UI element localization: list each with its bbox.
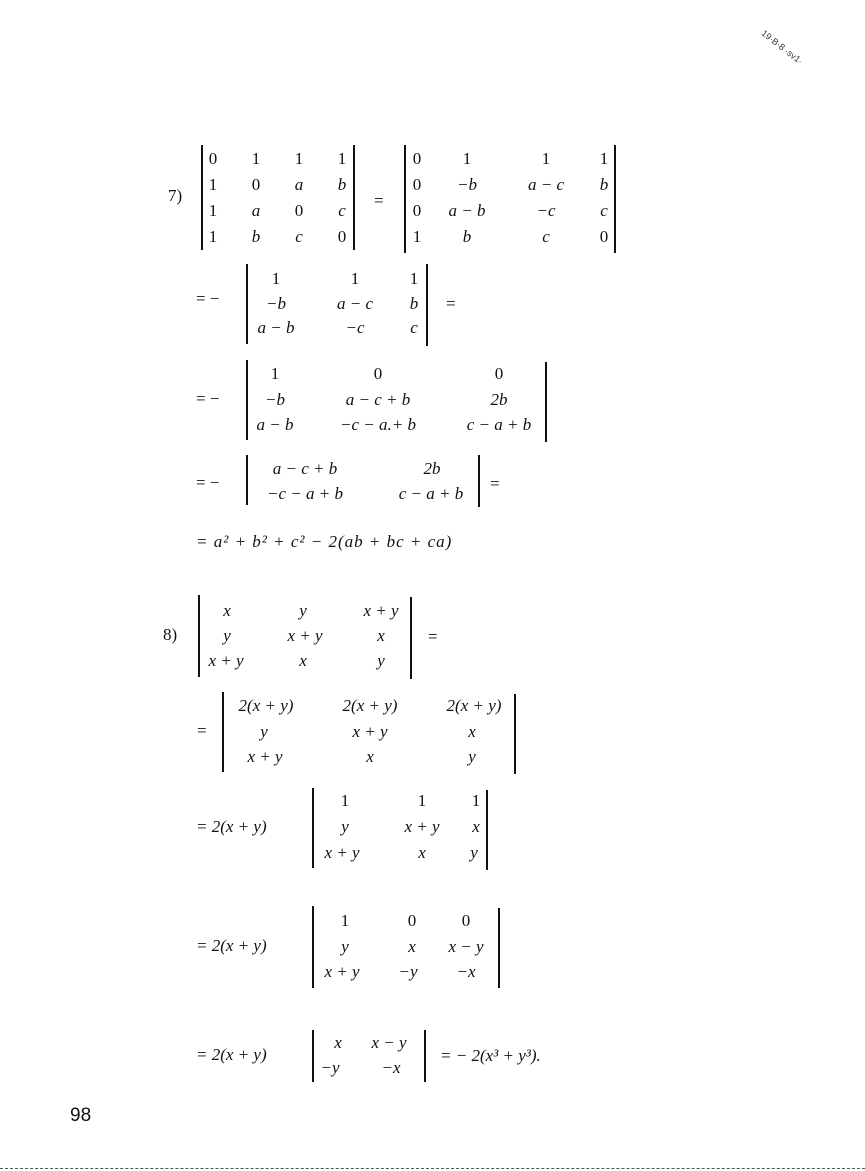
cell: 0 (412, 149, 422, 168)
cell: y (377, 651, 385, 670)
cell: x (223, 601, 231, 620)
cell: 1 (294, 149, 304, 168)
cell: a − c (527, 175, 565, 194)
cell: x − y (448, 937, 484, 956)
cell: a − c + b (272, 459, 338, 478)
cell: 0 (337, 227, 347, 246)
cell: y (341, 937, 349, 956)
cell: x + y (363, 601, 399, 620)
cell: 0 (412, 175, 422, 194)
det-bar-left (404, 145, 406, 253)
cell: −c (345, 318, 365, 337)
det-bar-left (198, 595, 200, 677)
cell: y (260, 722, 268, 741)
line-prefix: = − (196, 289, 220, 308)
line-suffix: = (446, 294, 456, 313)
cell: 1 (271, 269, 281, 288)
cell: −b (266, 294, 286, 313)
library-stamp: 19·B·8 ·sv1· (759, 27, 805, 67)
cell: x (408, 937, 416, 956)
cell: a − c (336, 294, 374, 313)
det-bar-right (614, 145, 616, 253)
cell: x (468, 722, 476, 741)
det-bar-left (312, 1030, 314, 1082)
cell: c (542, 227, 550, 246)
line-prefix: = 2(x + y) (196, 817, 267, 836)
cell: y (299, 601, 307, 620)
det-bar-right (514, 694, 516, 774)
cell: 2(x + y) (446, 696, 502, 715)
problem-8-label: 8) (163, 625, 178, 644)
cell: a − b (448, 201, 486, 220)
cell: x (418, 843, 426, 862)
cell: 0 (407, 911, 417, 930)
cell: 1 (599, 149, 609, 168)
cell: x + y (247, 747, 283, 766)
cell: 0 (294, 201, 304, 220)
cell: a − b (256, 415, 294, 434)
cell: 2(x + y) (342, 696, 398, 715)
cell: 1 (208, 201, 218, 220)
cell: −x (456, 962, 476, 981)
cell: 1 (337, 149, 347, 168)
cell: c (295, 227, 303, 246)
cell: b (337, 175, 347, 194)
cell: 0 (494, 364, 504, 383)
det-bar-left (312, 788, 314, 868)
cell: y (223, 626, 231, 645)
cell: c (338, 201, 346, 220)
cell: b (409, 294, 419, 313)
p7-result: = a² + b² + c² − 2(ab + bc + ca) (196, 532, 453, 551)
cell: −c − a + b (267, 484, 343, 503)
cell: −c (536, 201, 556, 220)
cell: x + y (287, 626, 323, 645)
line-suffix: = (428, 627, 438, 646)
cell: a − c + b (345, 390, 411, 409)
cell: x + y (324, 843, 360, 862)
cell: x (334, 1033, 342, 1052)
cell: x + y (208, 651, 244, 670)
cell: 1 (270, 364, 280, 383)
cell: 1 (409, 269, 419, 288)
cell: −y (398, 962, 418, 981)
cell: a (294, 175, 304, 194)
cell: 2(x + y) (238, 696, 294, 715)
cell: 0 (461, 911, 471, 930)
cell: x − y (371, 1033, 407, 1052)
det-bar-right (426, 264, 428, 346)
line-prefix: = 2(x + y) (196, 1045, 267, 1064)
cell: 1 (541, 149, 551, 168)
det-bar-right (353, 145, 355, 250)
line-prefix: = − (196, 389, 220, 408)
cell: c − a + b (398, 484, 464, 503)
cell: 1 (251, 149, 261, 168)
cell: x (472, 817, 480, 836)
cell: x + y (404, 817, 440, 836)
cell: 1 (208, 175, 218, 194)
cell: y (468, 747, 476, 766)
line-prefix: = (197, 721, 207, 740)
cell: x (366, 747, 374, 766)
det-bar-right (424, 1030, 426, 1082)
cell: 1 (471, 791, 481, 810)
det-bar-right (545, 362, 547, 442)
cell: x (377, 626, 385, 645)
cell: 1 (462, 149, 472, 168)
cell: 1 (417, 791, 427, 810)
cell: 1 (350, 269, 360, 288)
p8-result: = − 2(x³ + y³). (440, 1046, 541, 1065)
cell: −b (457, 175, 477, 194)
det-bar-left (201, 145, 203, 250)
det-bar-left (246, 360, 248, 440)
cell: x (299, 651, 307, 670)
det-bar-left (246, 455, 248, 505)
cell: c − a + b (466, 415, 532, 434)
equals-sign: = (374, 191, 384, 210)
cell: c (410, 318, 418, 337)
det-bar-right (486, 790, 488, 870)
cell: b (251, 227, 261, 246)
cell: 1 (208, 227, 218, 246)
cell: −b (265, 390, 285, 409)
cell: 0 (599, 227, 609, 246)
cell: c (600, 201, 608, 220)
cell: 0 (412, 201, 422, 220)
cell: b (599, 175, 609, 194)
page-number: 98 (70, 1105, 92, 1126)
det-bar-right (478, 455, 480, 507)
cell: a (251, 201, 261, 220)
det-bar-right (498, 908, 500, 988)
line-prefix: = − (196, 473, 220, 492)
cell: b (462, 227, 472, 246)
det-bar-left (312, 906, 314, 988)
cell: 0 (208, 149, 218, 168)
cell: x + y (324, 962, 360, 981)
cell: 1 (340, 911, 350, 930)
cell: 2b (423, 459, 441, 478)
cell: −y (320, 1058, 340, 1077)
cell: −c − a.+ b (340, 415, 416, 434)
cell: −x (381, 1058, 401, 1077)
cell: y (470, 843, 478, 862)
cell: 0 (373, 364, 383, 383)
cell: 1 (340, 791, 350, 810)
problem-7-label: 7) (168, 186, 183, 205)
det-bar-left (246, 264, 248, 344)
cell: a − b (257, 318, 295, 337)
line-suffix: = (490, 474, 500, 493)
cell: y (341, 817, 349, 836)
cell: 0 (251, 175, 261, 194)
line-prefix: = 2(x + y) (196, 936, 267, 955)
cell: 1 (412, 227, 422, 246)
cell: x + y (352, 722, 388, 741)
cell: 2b (490, 390, 508, 409)
det-bar-right (410, 597, 412, 679)
det-bar-left (222, 692, 224, 772)
